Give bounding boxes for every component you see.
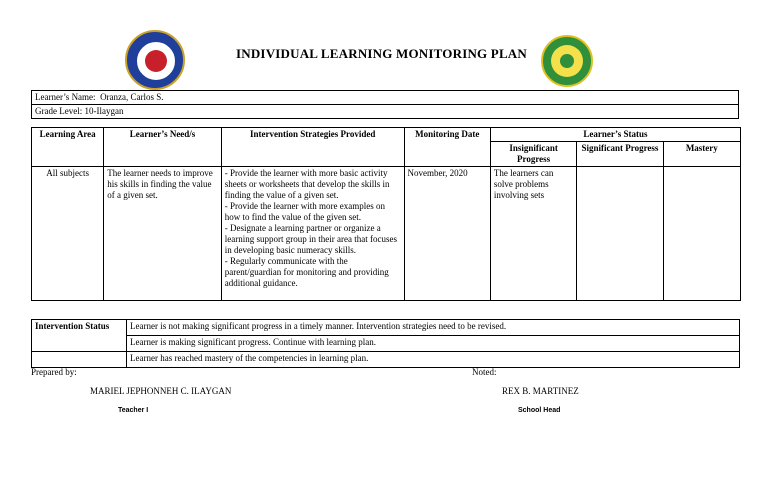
intervention-status-blank [32,352,127,368]
table-header-row [32,128,741,142]
monitoring-table [31,127,741,301]
cell-needs: The learner needs to improve his skills in finding the value of a given set. [104,167,221,301]
noted-label: Noted: [472,367,497,377]
header-insignificant: Insignificant Progress [490,142,576,167]
cell-insignificant: The learners can solve problems involving sets [490,167,576,301]
learner-name: Oranza, Carlos S. [100,92,164,102]
school-seal-logo [541,35,593,87]
intervention-status-item: Learner is making significant progress. Continue with learning plan. [127,336,740,352]
deped-seal-logo [125,30,185,90]
cell-monitoring-date: November, 2020 [404,167,490,301]
strategy-item: - Provide the learner with more examples on how to find the value of the given set. [224,201,385,222]
header-needs: Learner’s Need/s [104,128,221,167]
learner-name-row [32,91,739,105]
table-row [32,167,741,301]
cell-strategies [221,167,404,301]
noted-by-title: School Head [518,407,561,414]
strategy-item: - Regularly communicate with the parent/guardian for monitoring and providing additional guidance. [224,256,389,288]
strategy-item: - Provide the learner with more basic activity sheets or worksheets that develop the skills in finding the value of a given set. [224,168,390,200]
intervention-row [32,352,740,368]
header-status: Learner’s Status [490,128,740,142]
header-significant: Significant Progress [577,142,663,167]
cell-learning-area: All subjects [32,167,104,301]
learner-info-table [31,90,739,119]
learner-name-label: Learner’s Name: [35,92,96,102]
prepared-by-name: MARIEL JEPHONNEH C. ILAYGAN [90,386,232,396]
header-monitoring-date: Monitoring Date [404,128,490,167]
intervention-status-table [31,319,740,368]
header-learning-area: Learning Area [32,128,104,167]
header-strategies: Intervention Strategies Provided [221,128,404,167]
intervention-row [32,320,740,336]
grade-level-row [32,105,739,119]
cell-mastery [663,167,740,301]
intervention-row [32,336,740,352]
intervention-status-item: Learner has reached mastery of the competencies in learning plan. [127,352,740,368]
page-title: INDIVIDUAL LEARNING MONITORING PLAN [236,46,527,61]
header-mastery: Mastery [663,142,740,167]
grade-level-label: Grade Level: [35,106,83,116]
intervention-status-label: Intervention Status [32,320,127,352]
learner-name-cell [32,91,739,105]
prepared-by-label: Prepared by: [31,367,77,377]
grade-level: 10-Ilaygan [84,106,124,116]
grade-level-cell [32,105,739,119]
cell-significant [577,167,663,301]
strategy-item: - Designate a learning partner or organize a learning support group in their area that focuses in developing basic numeracy skills. [224,223,397,255]
noted-by-name: REX B. MARTINEZ [502,386,579,396]
prepared-by-title: Teacher I [118,407,149,414]
intervention-status-item: Learner is not making significant progress in a timely manner. Intervention strategies need to be revised. [127,320,740,336]
